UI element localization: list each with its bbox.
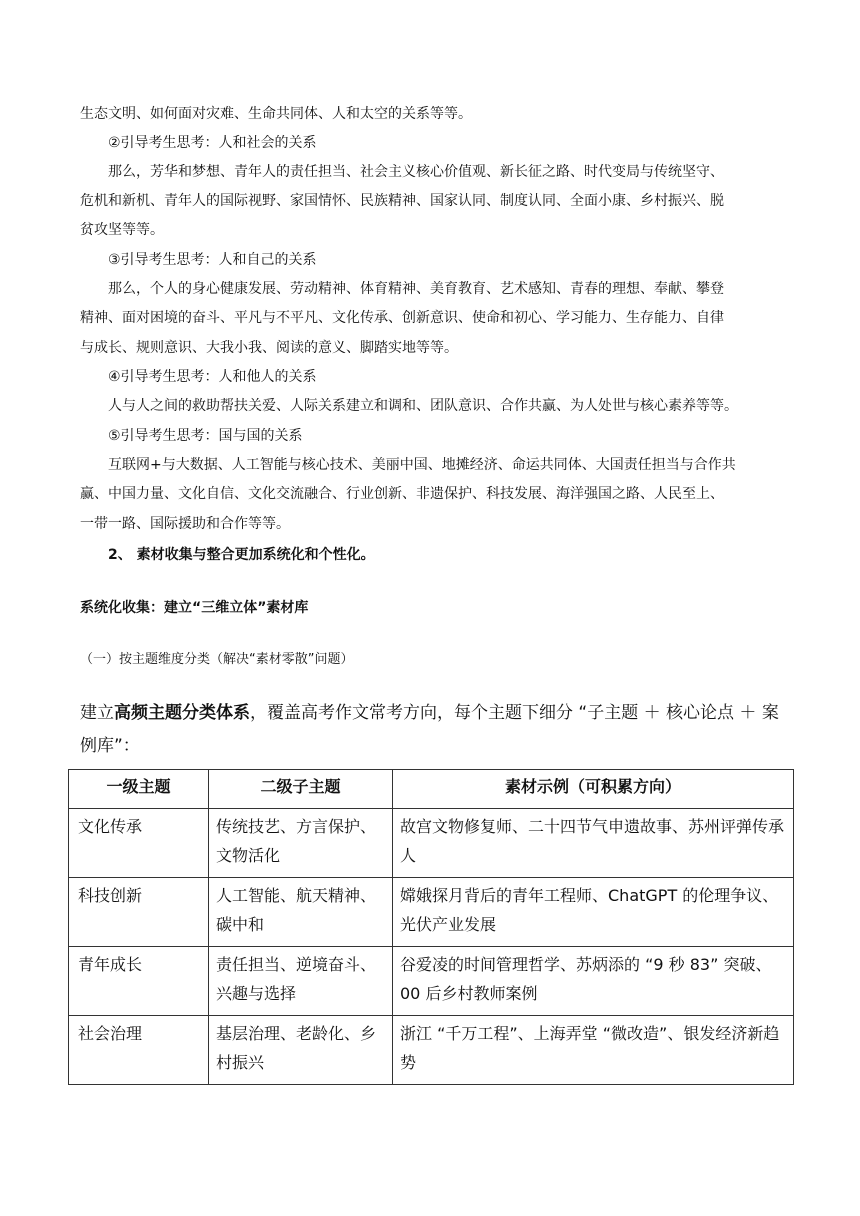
- intro-bold: 高频主题分类体系: [114, 703, 250, 723]
- cell-examples: 浙江 “千万工程”、上海弄堂 “微改造”、银发经济新趋势: [393, 1016, 794, 1085]
- paragraph-line: 生态文明、如何面对灾难、生命共同体、人和太空的关系等等。: [80, 106, 472, 122]
- guide-heading-nations: ⑤引导考生思考：国与国的关系: [108, 428, 303, 444]
- section-heading: 2、 素材收集与整合更加系统化和个性化。: [108, 547, 375, 563]
- paragraph-line: 精神、面对困境的奋斗、平凡与不平凡、文化传承、创新意识、使命和初心、学习能力、生存能力、自律: [80, 310, 724, 326]
- guide-heading-society: ②引导考生思考：人和社会的关系: [108, 135, 317, 151]
- cell-examples: 故宫文物修复师、二十四节气申遗故事、苏州评弹传承人: [393, 809, 794, 878]
- table-row: [69, 947, 794, 1016]
- sub-heading: （一）按主题维度分类（解决“素材零散”问题）: [80, 652, 354, 667]
- paragraph-line: 贫攻坚等等。: [80, 222, 164, 238]
- cell-topic: 科技创新: [69, 878, 209, 947]
- system-heading: 系统化收集：建立“三维立体”素材库: [80, 600, 309, 616]
- guide-heading-self: ③引导考生思考：人和自己的关系: [108, 252, 317, 268]
- paragraph-line: 危机和新机、青年人的国际视野、家国情怀、民族精神、国家认同、制度认同、全面小康、乡村振兴、脱: [80, 193, 724, 209]
- cell-subtopic: 责任担当、逆境奋斗、兴趣与选择: [209, 947, 393, 1016]
- topic-table: [68, 769, 794, 1085]
- cell-subtopic: 基层治理、老龄化、乡村振兴: [209, 1016, 393, 1085]
- guide-heading-others: ④引导考生思考：人和他人的关系: [108, 369, 317, 385]
- cell-topic: 青年成长: [69, 947, 209, 1016]
- paragraph-line: 那么，个人的身心健康发展、劳动精神、体育精神、美育教育、艺术感知、青春的理想、奉献、攀登: [108, 281, 724, 297]
- col-header-material-examples: 素材示例（可积累方向）: [393, 770, 794, 809]
- cell-topic: 社会治理: [69, 1016, 209, 1085]
- cell-subtopic: 人工智能、航天精神、碳中和: [209, 878, 393, 947]
- cell-subtopic: 传统技艺、方言保护、文物活化: [209, 809, 393, 878]
- col-header-subtopic: 二级子主题: [209, 770, 393, 809]
- paragraph-line: 一带一路、国际援助和合作等等。: [80, 516, 290, 532]
- paragraph-line: 赢、中国力量、文化自信、文化交流融合、行业创新、非遗保护、科技发展、海洋强国之路、人民至上、: [80, 486, 724, 502]
- cell-examples: 嫦娥探月背后的青年工程师、ChatGPT 的伦理争议、光伏产业发展: [393, 878, 794, 947]
- cell-topic: 文化传承: [69, 809, 209, 878]
- cell-examples: 谷爱凌的时间管理哲学、苏炳添的 “9 秒 83” 突破、00 后乡村教师案例: [393, 947, 794, 1016]
- table-header-row: [69, 770, 794, 809]
- paragraph-line: 人与人之间的救助帮扶关爱、人际关系建立和调和、团队意识、合作共赢、为人处世与核心素养等等。: [108, 398, 738, 414]
- paragraph-line: 互联网+与大数据、人工智能与核心技术、美丽中国、地摊经济、命运共同体、大国责任担当与合作共: [108, 457, 736, 473]
- col-header-primary-topic: 一级主题: [69, 770, 209, 809]
- paragraph-line: 与成长、规则意识、大我小我、阅读的意义、脚踏实地等等。: [80, 340, 458, 356]
- intro-paragraph: [80, 697, 795, 763]
- intro-pre: 建立: [80, 703, 114, 723]
- paragraph-line: 那么，芳华和梦想、青年人的责任担当、社会主义核心价值观、新长征之路、时代变局与传统坚守、: [108, 164, 724, 180]
- intro-post: ，覆盖高考作文常考方向，每个主题下细分 “子主题 ＋ 核心论点 ＋ 案例库”：: [80, 703, 779, 756]
- table-row: [69, 1016, 794, 1085]
- table-row: [69, 809, 794, 878]
- table-row: [69, 878, 794, 947]
